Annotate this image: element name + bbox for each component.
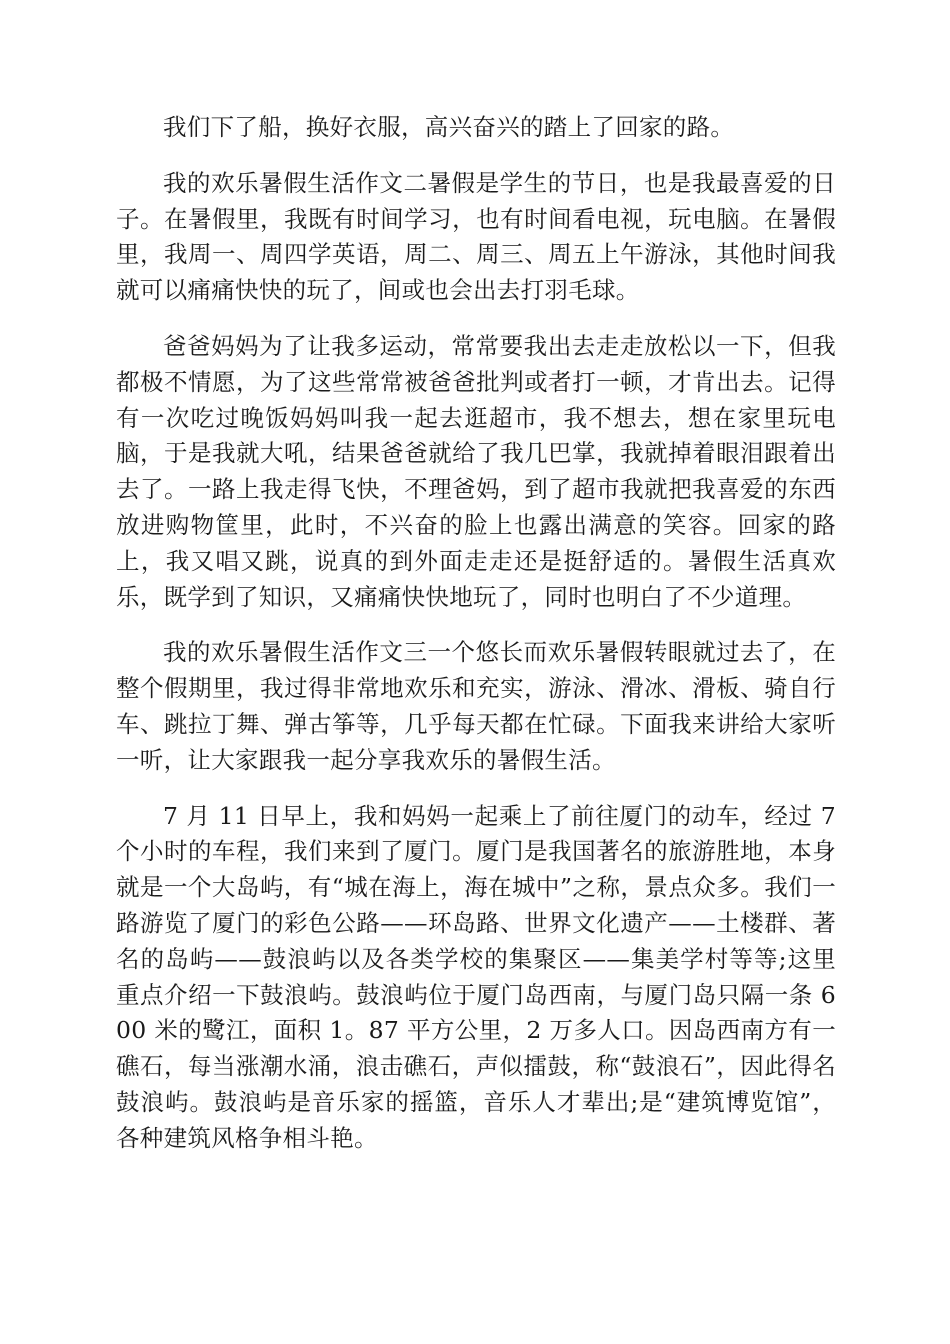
paragraph-3: 爸爸妈妈为了让我多运动，常常要我出去走走放松以一下，但我都极不情愿，为了这些常常被爸爸批判或者打一顿，才肯出去。记得有一次吃过晚饭妈妈叫我一起去逛超市，我不想去，想在家里玩电脑，于是我就大吼，结果爸爸就给了我几巴掌，我就掉着眼泪跟着出去了。一路上我走得飞快，不理爸妈，到了超市我就把我喜爱的东西放进购物筐里，此时，不兴奋的脸上也露出满意的笑容。回家的路上，我又唱又跳，说真的到外面走走还是挺舒适的。暑假生活真欢乐，既学到了知识，又痛痛快快地玩了，同时也明白了不少道理。 xyxy=(116,331,836,611)
paragraph-2: 我的欢乐暑假生活作文二暑假是学生的节日，也是我最喜爱的日子。在暑假里，我既有时间学习，也有时间看电视，玩电脑。在暑假里，我周一、周四学英语，周二、周三、周五上午游泳，其他时间我就可以痛痛快快的玩了，间或也会出去打羽毛球。 xyxy=(116,168,836,305)
paragraph-1: 我们下了船，换好衣服，高兴奋兴的踏上了回家的路。 xyxy=(163,113,735,141)
paragraph-4: 我的欢乐暑假生活作文三一个悠长而欢乐暑假转眼就过去了，在整个假期里，我过得非常地欢乐和充实，游泳、滑冰、滑板、骑自行车、跳拉丁舞、弹古筝等，几乎每天都在忙碌。下面我来讲给大家听一听，让大家跟我一起分享我欢乐的暑假生活。 xyxy=(116,638,836,774)
document-body xyxy=(116,110,836,1177)
paragraph-5: 7 月 11 日早上，我和妈妈一起乘上了前往厦门的动车，经过 7 个小时的车程，我们来到了厦门。厦门是我国著名的旅游胜地，本身就是一个大岛屿，有“城在海上，海在城中”之称，景点众多。我们一路游览了厦门的彩色公路——环岛路、世界文化遗产——土楼群、著名的岛屿——鼓浪屿以及各类学校的集聚区——集美学村等等;这里重点介绍一下鼓浪屿。鼓浪屿位于厦门岛西南，与厦门岛只隔一条 600 米的鹭江，面积 1。87 平方公里，2 万多人口。因岛西南方有一礁石，每当涨潮水涌，浪击礁石，声似擂鼓，称“鼓浪石”，因此得名鼓浪屿。鼓浪屿是音乐家的摇篮，音乐人才辈出;是“建筑博览馆”，各种建筑风格争相斗艳。 xyxy=(116,801,836,1152)
